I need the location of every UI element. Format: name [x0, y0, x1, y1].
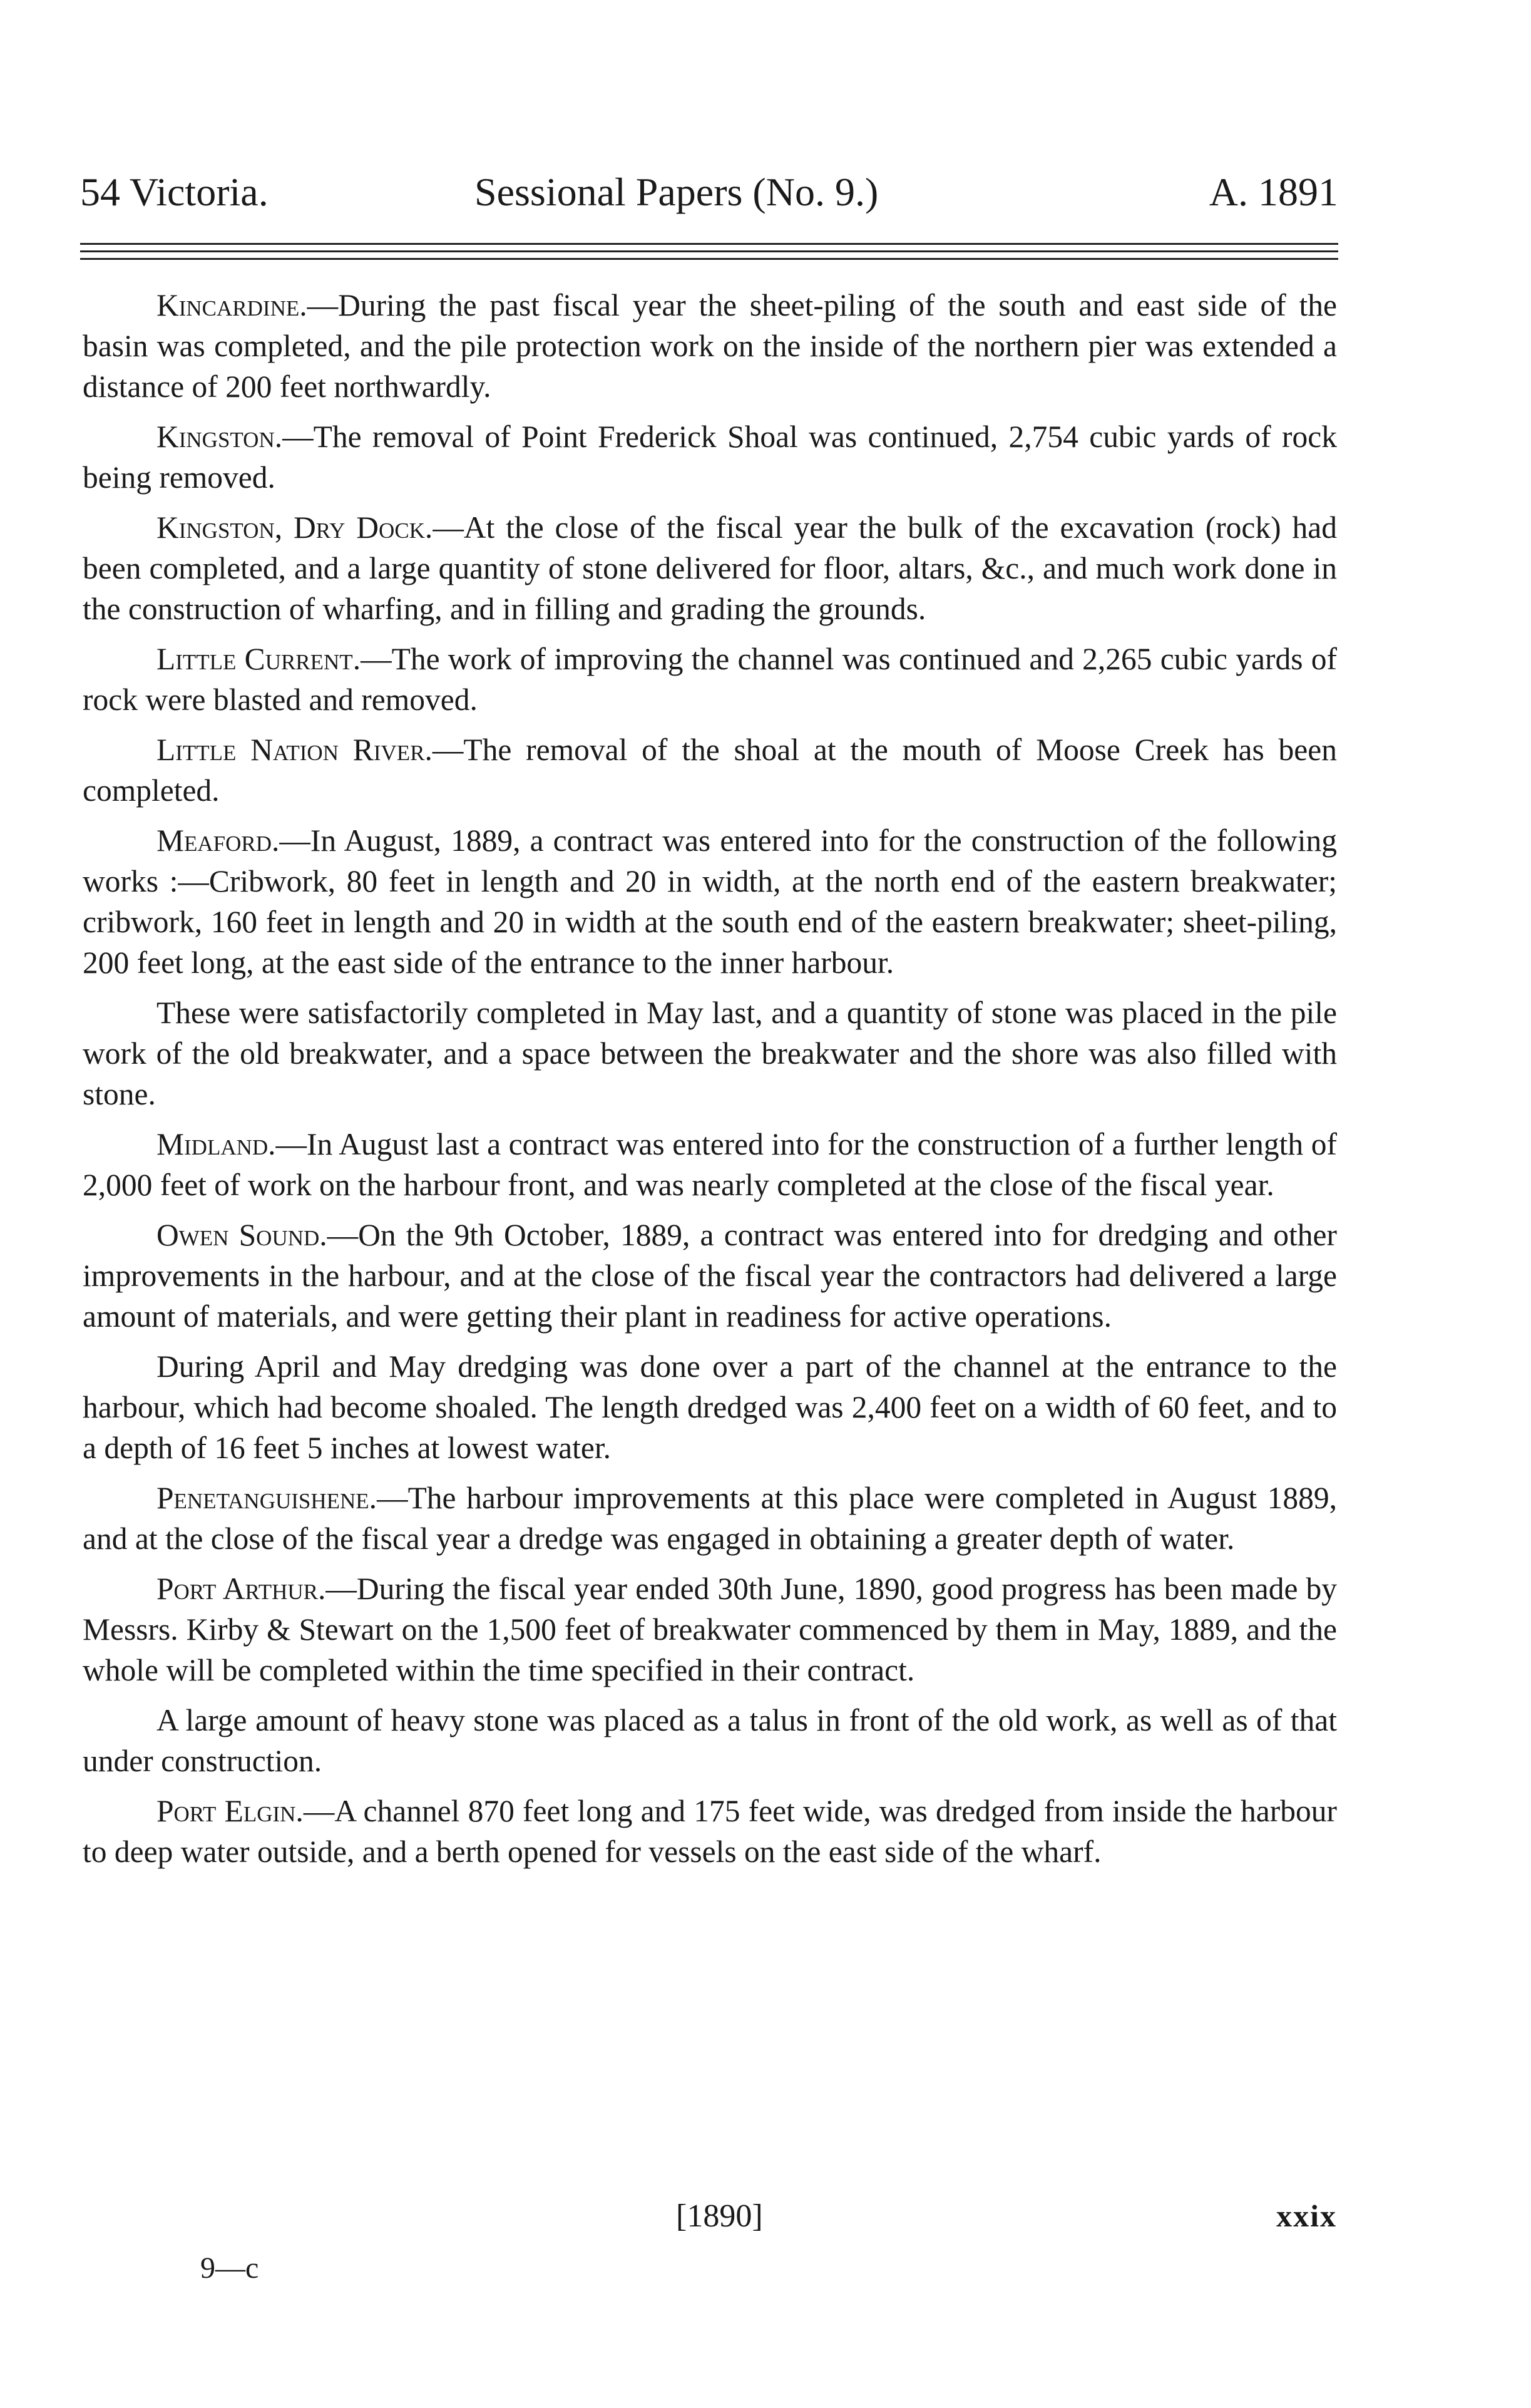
paragraph-text: —In August, 1889, a contract was entered into for the construction of the following works :—Cribwork, 80 feet in length and 20 in width, at the north end of the eastern breakwater; cribwork, 160 feet in length and 20 in width at the south end of the eastern breakwater; sheet-piling, 200 feet long, at the east side of the entrance to the inner harbour. — [83, 823, 1337, 980]
paragraph-text: —A channel 870 feet long and 175 feet wide, was dredged from inside the harbour to deep water outside, and a berth opened for vessels on the east side of the wharf. — [83, 1794, 1337, 1869]
paragraph-penetanguishene — [83, 1478, 1337, 1559]
paragraph-text: —In August last a contract was entered into for the construction of a further length of 2,000 feet of work on the harbour front, and was nearly completed at the close of the fiscal year. — [83, 1127, 1337, 1202]
paragraph-kingston — [83, 416, 1337, 498]
paragraph-text: —The harbour improvements at this place were completed in August 1889, and at the close of the fiscal year a dredge was engaged in obtaining a greater depth of water. — [83, 1481, 1337, 1556]
paragraph-port-elgin — [83, 1791, 1337, 1872]
signature-mark: 9—c — [200, 2251, 259, 2285]
paragraph-heading: Port Arthur. — [156, 1572, 326, 1606]
paragraph-heading: Kincardine. — [156, 288, 307, 322]
paragraph-heading: Little Nation River. — [156, 733, 433, 767]
paragraph-meaford-continued — [83, 992, 1337, 1114]
paragraph-text: These were satisfactorily completed in May last, and a quantity of stone was placed in the pile work of the old breakwater, and a space between the breakwater and the shore was also filled with stone. — [83, 996, 1337, 1111]
paragraph-text: —On the 9th October, 1889, a contract was entered into for dredging and other improvements in the harbour, and at the close of the fiscal year the contractors had delivered a large amount of materials, and were getting their plant in readiness for active operations. — [83, 1218, 1337, 1334]
page-header — [80, 169, 1338, 225]
paragraph-midland — [83, 1124, 1337, 1205]
paragraph-text: During April and May dredging was done over a part of the channel at the entrance to the harbour, which had become shoaled. The length dredged was 2,400 feet on a width of 60 feet, and to a depth of 16 feet 5 inches at lowest water. — [83, 1349, 1337, 1465]
paragraph-meaford — [83, 820, 1337, 983]
header-rule-top — [80, 243, 1338, 245]
paragraph-heading: Meaford. — [156, 823, 280, 858]
report-year-marker: [1890] — [676, 2198, 763, 2234]
paragraph-text: A large amount of heavy stone was placed as a talus in front of the old work, as well as of that under construction. — [83, 1703, 1337, 1778]
paragraph-little-current — [83, 639, 1337, 720]
paragraph-heading: Kingston, Dry Dock. — [156, 510, 433, 545]
paragraph-heading: Penetanguishene. — [156, 1481, 377, 1515]
paragraph-heading: Little Current. — [156, 642, 361, 676]
paragraph-port-arthur-continued — [83, 1700, 1337, 1781]
paragraph-owen-sound — [83, 1215, 1337, 1337]
header-rule-middle — [80, 250, 1338, 252]
paragraph-owen-sound-continued — [83, 1346, 1337, 1468]
page-number: xxix — [1276, 2198, 1337, 2233]
year-label: A. 1891 — [1209, 170, 1338, 214]
paragraph-text: —During the past fiscal year the sheet-piling of the south and east side of the basin was completed, and the pile protection work on the inside of the northern pier was extended a distance of 200 feet northwardly. — [83, 288, 1337, 404]
paragraph-heading: Kingston. — [156, 419, 283, 454]
paragraph-text: —The removal of Point Frederick Shoal was continued, 2,754 cubic yards of rock being removed. — [83, 419, 1337, 495]
paragraph-kingston-dry-dock — [83, 507, 1337, 629]
paragraph-port-arthur — [83, 1568, 1337, 1690]
paragraph-heading: Midland. — [156, 1127, 276, 1161]
paragraph-text: —At the close of the fiscal year the bulk of the excavation (rock) had been completed, and a large quantity of stone delivered for floor, altars, &c., and much work done in the construction of wharfing, and in filling and grading the grounds. — [83, 510, 1337, 626]
paragraph-little-nation-river — [83, 729, 1337, 811]
report-body — [83, 285, 1337, 1881]
paragraph-text: —During the fiscal year ended 30th June, 1890, good progress has been made by Messrs. Kirby & Stewart on the 1,500 feet of breakwater commenced by them in May, 1889, and the whole will be completed within the time specified in their contract. — [83, 1572, 1337, 1687]
paragraph-heading: Port Elgin. — [156, 1794, 304, 1828]
session-label: 54 Victoria. — [80, 170, 269, 214]
publication-title: Sessional Papers (No. 9.) — [474, 170, 879, 214]
paragraph-heading: Owen Sound. — [156, 1218, 327, 1252]
paragraph-text: —The work of improving the channel was continued and 2,265 cubic yards of rock were blasted and removed. — [83, 642, 1337, 717]
paragraph-kincardine — [83, 285, 1337, 407]
paragraph-text: —The removal of the shoal at the mouth of Moose Creek has been completed. — [83, 733, 1337, 808]
header-rule-bottom — [80, 258, 1338, 260]
